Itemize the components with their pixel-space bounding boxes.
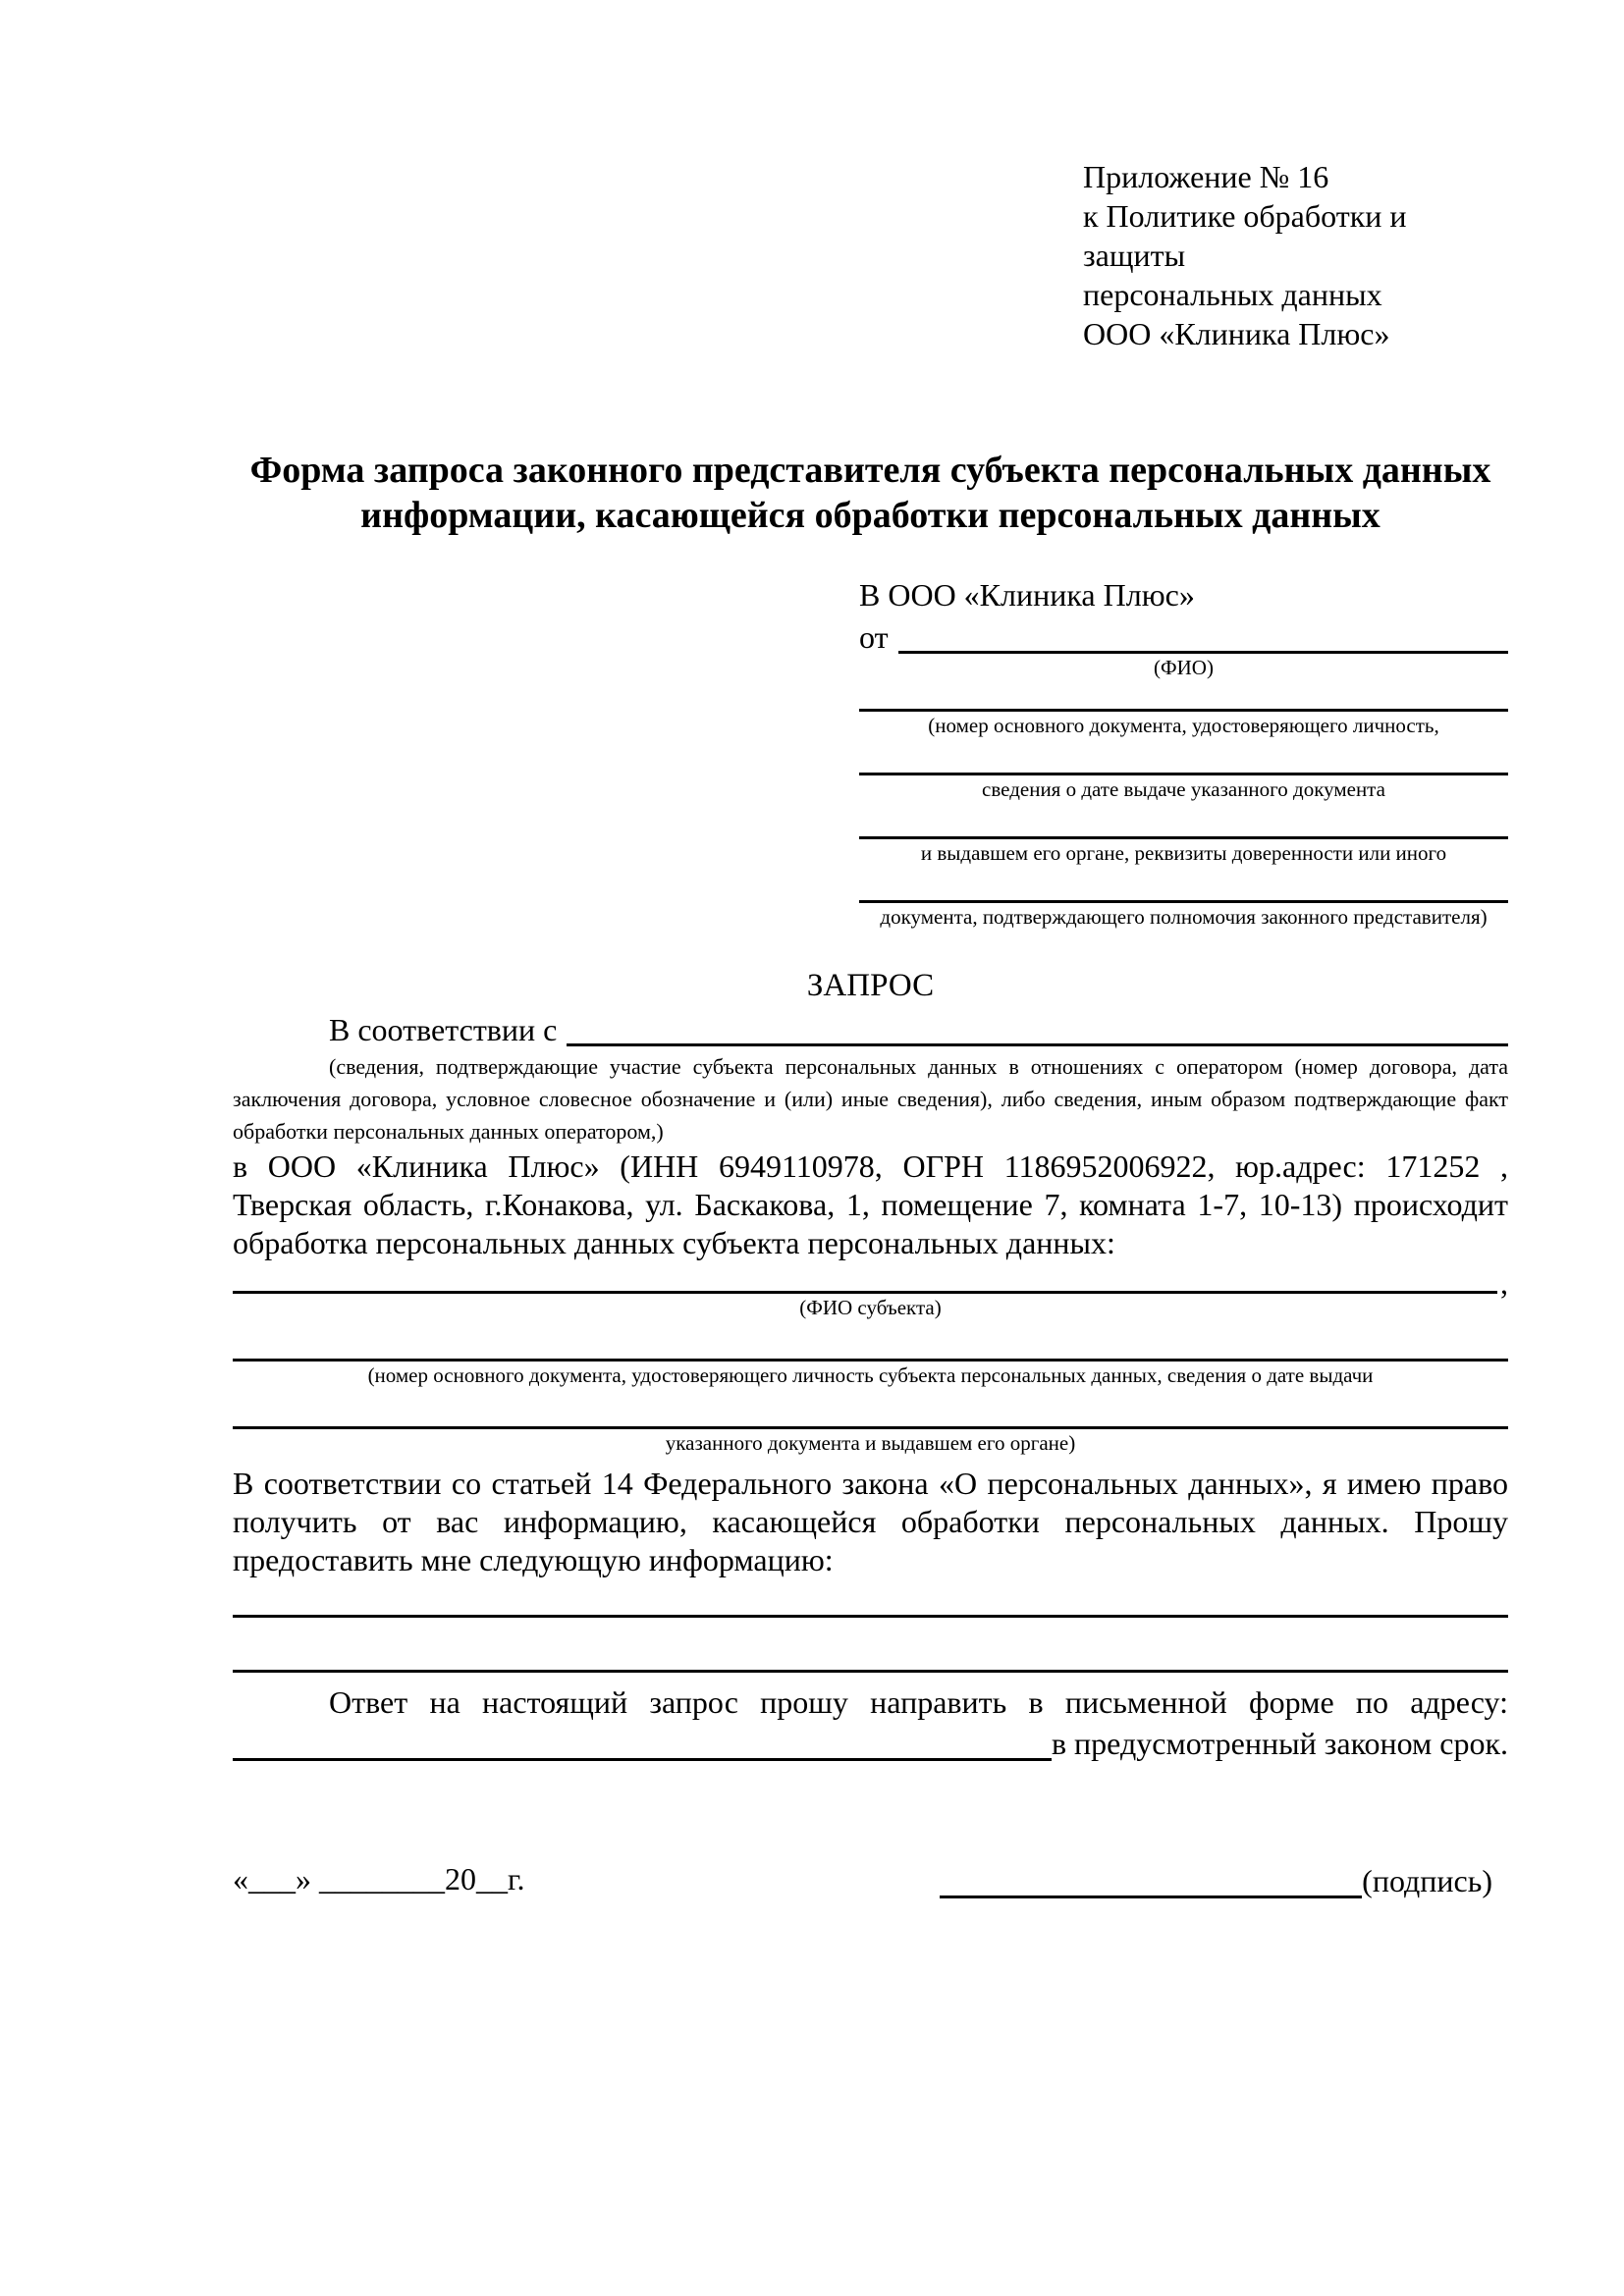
signature-field [940,1863,1492,1898]
field-group-subject-document [233,1335,1508,1389]
fill-in-line-document-number [859,687,1508,712]
page-title-line-1: Форма запроса законного представителя субъекта персональных данных [249,450,1491,491]
page-title [233,448,1508,538]
appendix-line-4: ООО «Клиника Плюс» [1083,316,1390,351]
fill-in-line-subject-document [233,1335,1508,1362]
caption-issuing-authority: и выдавшем его органе, реквизиты доверенности или иного [920,841,1447,865]
signature-caption: (подпись) [1362,1863,1492,1898]
appendix-block [1083,157,1508,353]
addressee-block [859,575,1508,931]
field-group-authority-document [859,879,1508,931]
field-group-document-number [859,687,1508,739]
caption-issue-date: сведения о дате выдаче указанного документа [982,777,1385,801]
blank-line-2 [233,1670,1508,1673]
caption-subject-document: (номер основного документа, удостоверяющего личность субъекта персональных данных, сведения о дате выдачи [367,1363,1374,1387]
subject-fields-block [233,1265,1508,1457]
page-title-line-2: информации, касающейся обработки персональных данных [360,495,1380,536]
fill-in-line-issue-date [859,751,1508,775]
document-content [233,157,1508,1898]
appendix-line-3: персональных данных [1083,277,1382,312]
accordance-field [233,1009,1508,1046]
fill-in-line-signature [940,1866,1362,1898]
field-group-issuing-authority [859,815,1508,867]
appendix-line-1: Приложение № 16 [1083,159,1329,194]
law-paragraph: В соответствии со статьей 14 Федерального закона «О персональных данных», я имею право получить от вас информацию, касающейся обработки персональных данных. Прошу предоставить мне следующую информацию: [233,1466,1508,1577]
addressee-to: В ООО «Клиника Плюс» [859,577,1195,613]
trailing-comma: , [1500,1265,1508,1301]
fill-in-line-authority-document [859,879,1508,903]
signature-row [233,1859,1492,1898]
response-lead: Ответ на настоящий запрос прошу направить в письменной форме по адресу: [329,1684,1508,1720]
fill-in-line-issuing-authority [859,815,1508,839]
blank-line-1 [233,1615,1508,1618]
caption-subject-fio: (ФИО субъекта) [799,1296,942,1319]
fill-in-line-address [233,1758,1052,1761]
operator-paragraph: в ООО «Клиника Плюс» (ИНН 6949110978, ОГРН 1186952006922, юр.адрес: 171252 , Тверская область, г.Конакова, ул. Баскакова, 1, помещение 7, комната 1-7, 10-13) происходит обработка персональных данных субъекта персональных данных: [233,1148,1508,1260]
caption-fio: (ФИО) [1154,656,1214,679]
field-group-issue-date [859,751,1508,803]
signature-date: «___» ________20__г. [233,1861,525,1896]
request-heading: ЗАПРОС [806,968,935,1003]
caption-authority-document: документа, подтверждающего полномочия законного представителя) [880,905,1488,929]
accordance-lead: В соответствии с [329,1012,558,1047]
field-group-subject-authority [233,1403,1508,1457]
from-label: от [859,619,889,655]
response-tail: в предусмотренный законом срок. [1051,1726,1508,1761]
from-field [859,618,1508,654]
caption-document-number: (номер основного документа, удостоверяющего личность, [928,714,1439,737]
fill-in-line-subject-authority [233,1403,1508,1429]
subject-name-field [233,1265,1508,1301]
fill-in-line-accordance [567,1043,1508,1046]
accordance-note: (сведения, подтверждающие участие субъекта персональных данных в отношениях с оператором (номер договора, дата заключения договора, условное словесное обозначение и (или) иные сведения), либо сведения, иным образом подтверждающие факт обработки персональных данных оператором,) [233,1054,1508,1144]
appendix-line-2: к Политике обработки и защиты [1083,198,1407,273]
caption-subject-authority: указанного документа и выдавшем его органе) [665,1431,1076,1455]
response-address-field [233,1722,1508,1761]
